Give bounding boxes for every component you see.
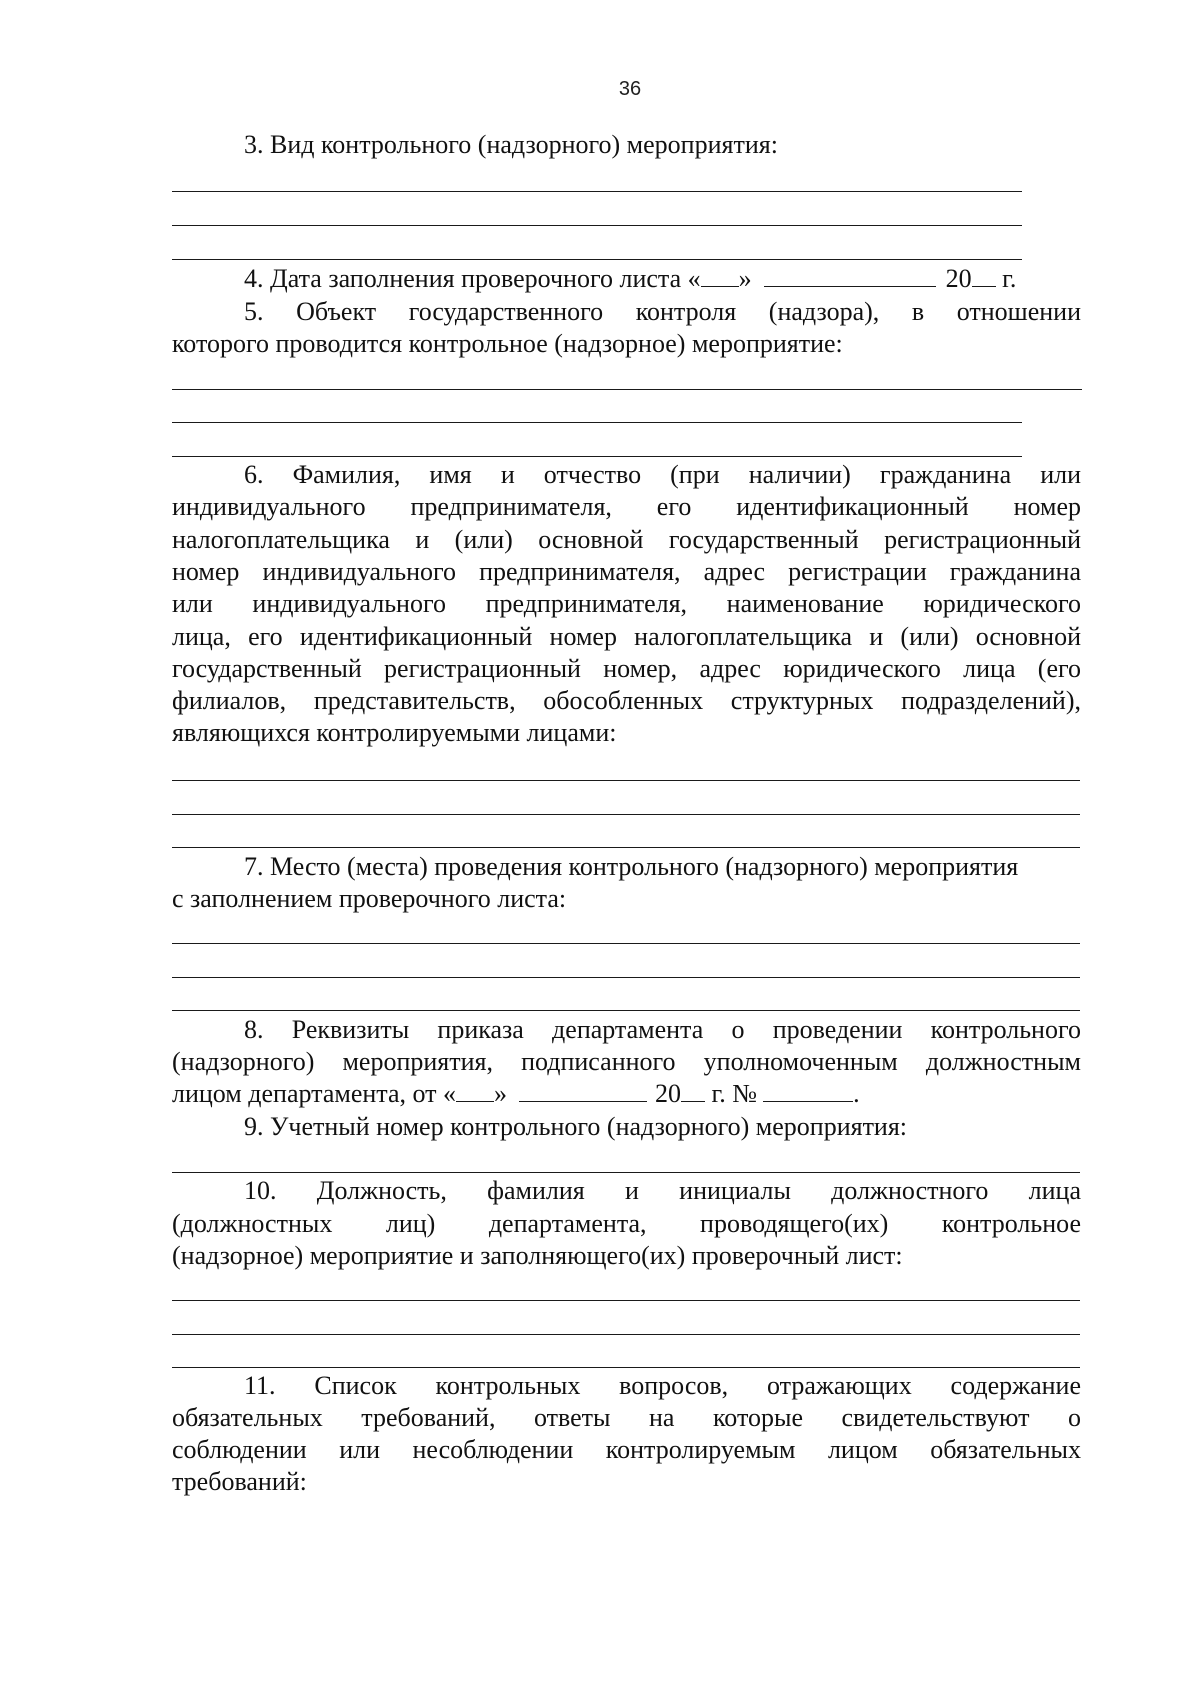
section-6-field-2[interactable] <box>172 814 1080 815</box>
section-10-line-2: (должностных лиц) департамента, проводящего(их) контрольное <box>172 1209 1081 1238</box>
section-6-line-6: лица, его идентификационный номер налогоплательщика и (или) основной <box>172 621 1081 651</box>
section-7-field-2[interactable] <box>172 977 1080 978</box>
section-3-line-1[interactable] <box>172 191 1022 192</box>
order-day-blank[interactable] <box>456 1079 494 1102</box>
section-8-number-label: г. № <box>705 1079 758 1108</box>
section-9-text: 9. Учетный номер контрольного (надзорного) мероприятия: <box>244 1112 908 1141</box>
section-11-line-4: требований: <box>172 1467 307 1496</box>
section-6-field-1[interactable] <box>172 780 1080 781</box>
section-5-line-1: 5. Объект государственного контроля (надзора), в отношении <box>244 297 1081 326</box>
date-year-blank[interactable] <box>972 264 996 287</box>
section-3-line-2[interactable] <box>172 225 1022 226</box>
order-year-blank[interactable] <box>681 1079 705 1102</box>
section-8-prefix: лицом департамента, от « <box>172 1079 457 1108</box>
section-10-field-3[interactable] <box>172 1367 1080 1368</box>
section-5-field-2[interactable] <box>172 422 1022 423</box>
section-11-line-3: соблюдении или несоблюдении контролируемым лицом обязательных <box>172 1435 1081 1464</box>
section-5-field-1[interactable] <box>172 389 1082 390</box>
section-4-year-prefix: 20 <box>945 264 972 293</box>
section-8-year-prefix: 20 <box>655 1079 682 1108</box>
section-6-line-3: налогоплательщика и (или) основной государственный регистрационный <box>172 524 1081 554</box>
section-4-year-suffix: г. <box>995 264 1017 293</box>
section-10-line-1: 10. Должность, фамилия и инициалы должностного лица <box>244 1176 1081 1205</box>
section-8-line-2: (надзорного) мероприятия, подписанного уполномоченным должностным <box>172 1047 1081 1076</box>
section-6-line-5: или индивидуального предпринимателя, наименование юридического <box>172 589 1081 619</box>
section-6-line-9: являющихся контролируемыми лицами: <box>172 718 617 748</box>
section-5-field-3[interactable] <box>172 456 1022 457</box>
section-7-line-1: 7. Место (места) проведения контрольного (надзорного) мероприятия <box>244 852 1019 881</box>
section-6-line-7: государственный регистрационный номер, адрес юридического лица (его <box>172 653 1081 683</box>
section-7-field-1[interactable] <box>172 943 1080 944</box>
section-4-quote-close: » <box>738 264 752 293</box>
section-8-quote-close: » <box>494 1079 508 1108</box>
section-10-field-2[interactable] <box>172 1334 1080 1335</box>
order-number-blank[interactable] <box>763 1079 853 1102</box>
section-3-line-3[interactable] <box>172 259 1022 260</box>
section-6-line-1: 6. Фамилия, имя и отчество (при наличии) гражданина или <box>244 460 1081 489</box>
section-10-line-3: (надзорное) мероприятие и заполняющего(их) проверочный лист: <box>172 1241 903 1270</box>
section-4-prefix: 4. Дата заполнения проверочного листа « <box>244 264 701 293</box>
order-month-blank[interactable] <box>519 1079 647 1102</box>
section-6-line-2: индивидуального предпринимателя, его идентификационный номер <box>172 492 1081 522</box>
section-4-text <box>244 263 1016 295</box>
section-7-field-3[interactable] <box>172 1010 1080 1011</box>
section-11-line-1: 11. Список контрольных вопросов, отражающих содержание <box>244 1371 1081 1400</box>
section-5-line-2: которого проводится контрольное (надзорное) мероприятие: <box>172 329 843 358</box>
date-month-blank[interactable] <box>764 264 936 287</box>
section-6-line-4: номер индивидуального предпринимателя, адрес регистрации гражданина <box>172 556 1081 586</box>
section-8-line-1: 8. Реквизиты приказа департамента о проведении контрольного <box>244 1015 1081 1044</box>
page-number: 36 <box>618 78 642 100</box>
section-10-field-1[interactable] <box>172 1300 1080 1301</box>
section-9-field-1[interactable] <box>172 1172 1080 1173</box>
section-7-line-2: с заполнением проверочного листа: <box>172 884 567 913</box>
section-11-line-2: обязательных требований, ответы на которые свидетельствуют о <box>172 1403 1081 1432</box>
date-day-blank[interactable] <box>701 264 739 287</box>
section-6-field-3[interactable] <box>172 847 1080 848</box>
section-3-text: 3. Вид контрольного (надзорного) мероприятия: <box>244 130 778 159</box>
section-8-line-3 <box>172 1078 860 1110</box>
section-8-end: . <box>853 1079 860 1108</box>
section-6-line-8: филиалов, представительств, обособленных структурных подразделений), <box>172 686 1081 716</box>
